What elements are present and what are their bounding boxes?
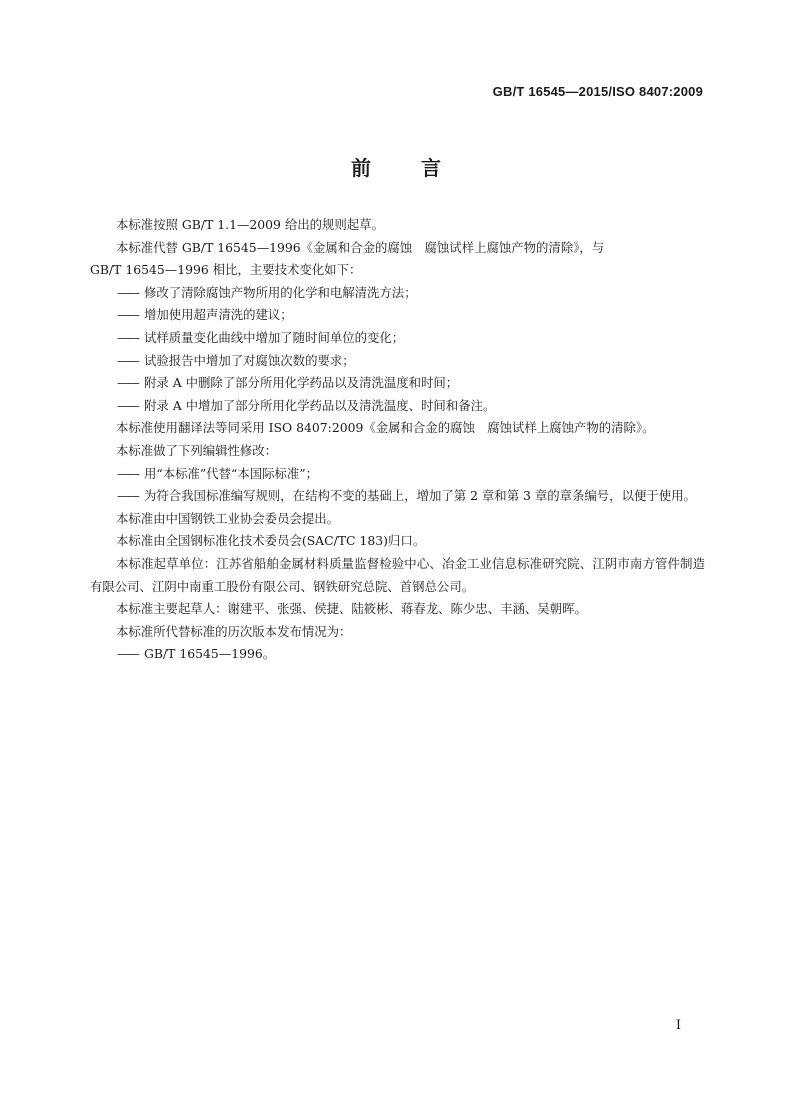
edit-item <box>90 485 705 508</box>
dash-mark: —— <box>117 307 138 323</box>
title-part-1: 前 <box>351 156 371 180</box>
change-item-text: 修改了清除腐蚀产物所用的化学和电解清洗方法； <box>144 284 417 300</box>
change-item-text: 附录 A 中删除了部分所用化学药品以及清洗温度和时间； <box>144 375 459 391</box>
paragraph-proposed-by: 本标准由中国钢铁工业协会委员会提出。 <box>116 510 340 526</box>
change-item-text: 试验报告中增加了对腐蚀次数的要求； <box>144 352 355 368</box>
change-item <box>90 282 705 305</box>
title-part-2: 言 <box>421 156 441 180</box>
change-item-text: 增加使用超声清洗的建议； <box>144 307 293 323</box>
change-item <box>90 372 705 395</box>
paragraph-history-intro: 本标准所代替标准的历次版本发布情况为： <box>116 623 352 639</box>
dash-mark: —— <box>117 646 138 662</box>
paragraph-drafters: 本标准主要起草人：谢建平、张强、侯捷、陆筱彬、蒋春龙、陈少忠、丰涵、吴朝晖。 <box>116 601 587 617</box>
page-number: I <box>675 1018 681 1033</box>
change-item-text: 试样质量变化曲线中增加了随时间单位的变化； <box>144 329 405 345</box>
paragraph-adoption: 本标准使用翻译法等同采用 ISO 8407:2009《金属和合金的腐蚀 腐蚀试样上腐蚀产物的清除》。 <box>116 420 655 436</box>
change-item-text: 附录 A 中增加了部分所用化学药品以及清洗温度、时间和备注。 <box>144 397 496 413</box>
page-title <box>0 152 792 181</box>
edit-item-text: 用“本标准”代替“本国际标准”； <box>144 465 319 481</box>
paragraph-replaces-line2: GB/T 16545—1996 相比，主要技术变化如下： <box>90 262 362 278</box>
change-item <box>90 395 705 418</box>
paragraph-under-jurisdiction: 本标准由全国钢标准化技术委员会(SAC/TC 183)归口。 <box>116 533 426 549</box>
change-item <box>90 350 705 373</box>
dash-mark: —— <box>117 465 138 481</box>
paragraph-drafting-units: 本标准起草单位：江苏省船舶金属材料质量监督检验中心、冶金工业信息标准研究院、江阴市南方管件制造有限公司、江阴中南重工股份有限公司、钢铁研究总院、首钢总公司。 <box>90 555 705 594</box>
change-item <box>90 304 705 327</box>
dash-mark: —— <box>117 352 138 368</box>
dash-mark: —— <box>117 488 138 504</box>
dash-mark: —— <box>117 375 138 391</box>
dash-mark: —— <box>117 397 138 413</box>
foreword-body <box>90 214 705 666</box>
edit-item-text: 为符合我国标准编写规则，在结构不变的基础上，增加了第 2 章和第 3 章的章条编号，以便于使用。 <box>144 488 696 504</box>
standard-code: GB/T 16545—2015/ISO 8407:2009 <box>492 84 703 99</box>
edit-item <box>90 463 705 486</box>
paragraph-replaces-line1: 本标准代替 GB/T 16545—1996《金属和合金的腐蚀 腐蚀试样上腐蚀产物的清除》，与 <box>116 239 605 255</box>
history-item <box>90 643 705 666</box>
history-item-text: GB/T 16545—1996。 <box>144 646 276 662</box>
paragraph-drafting-rules: 本标准按照 GB/T 1.1—2009 给出的规则起草。 <box>116 217 384 232</box>
dash-mark: —— <box>117 284 138 300</box>
change-item <box>90 327 705 350</box>
paragraph-editorial-intro: 本标准做了下列编辑性修改： <box>116 442 278 458</box>
dash-mark: —— <box>117 329 138 345</box>
